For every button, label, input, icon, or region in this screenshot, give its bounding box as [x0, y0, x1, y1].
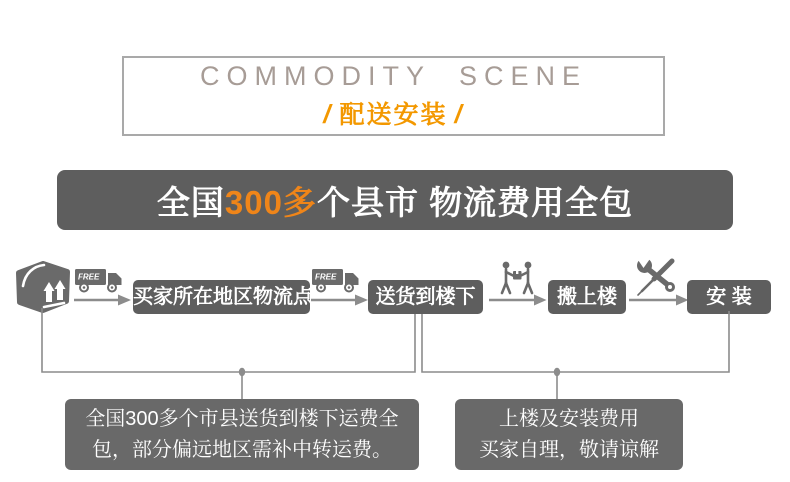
- free-label: FREE: [315, 272, 337, 282]
- note-shipping-coverage: [65, 399, 419, 470]
- note-line: 全国300多个市县送货到楼下运费全: [85, 407, 399, 430]
- free-label: FREE: [78, 272, 100, 282]
- flow-step-local-depot: 买家所在地区物流点: [133, 280, 310, 314]
- section-subtitle: 配送安装: [339, 101, 448, 129]
- free-truck-arrow-icon-1: [74, 266, 132, 306]
- section-title-cn: [316, 95, 470, 131]
- section-header: [122, 56, 665, 136]
- banner-prefix: 全国: [156, 183, 225, 221]
- section-title-en: COMMODITY SCENE: [199, 61, 588, 91]
- note-line: 上楼及安装费用: [499, 407, 639, 430]
- banner-highlight: 300多: [224, 183, 317, 221]
- slash-left: /: [323, 99, 333, 129]
- flow-step-carry-upstairs: 搬上楼: [548, 280, 626, 314]
- slash-right: /: [454, 99, 464, 129]
- note-line: 包，部分偏远地区需补中转运费。: [92, 438, 392, 461]
- banner-suffix: 个县市 物流费用全包: [316, 183, 634, 221]
- free-truck-arrow-icon-2: [311, 266, 369, 306]
- logistics-banner: [57, 170, 733, 230]
- flow-step-deliver-downstairs: 送货到楼下: [368, 280, 483, 314]
- package-icon: [14, 261, 72, 313]
- flow-step-install: 安 装: [687, 280, 771, 314]
- carriers-arrow-icon: [487, 260, 547, 306]
- note-install-fee: [455, 399, 683, 470]
- tools-arrow-icon: [627, 256, 689, 306]
- note-line: 买家自理，敬请谅解: [479, 438, 659, 461]
